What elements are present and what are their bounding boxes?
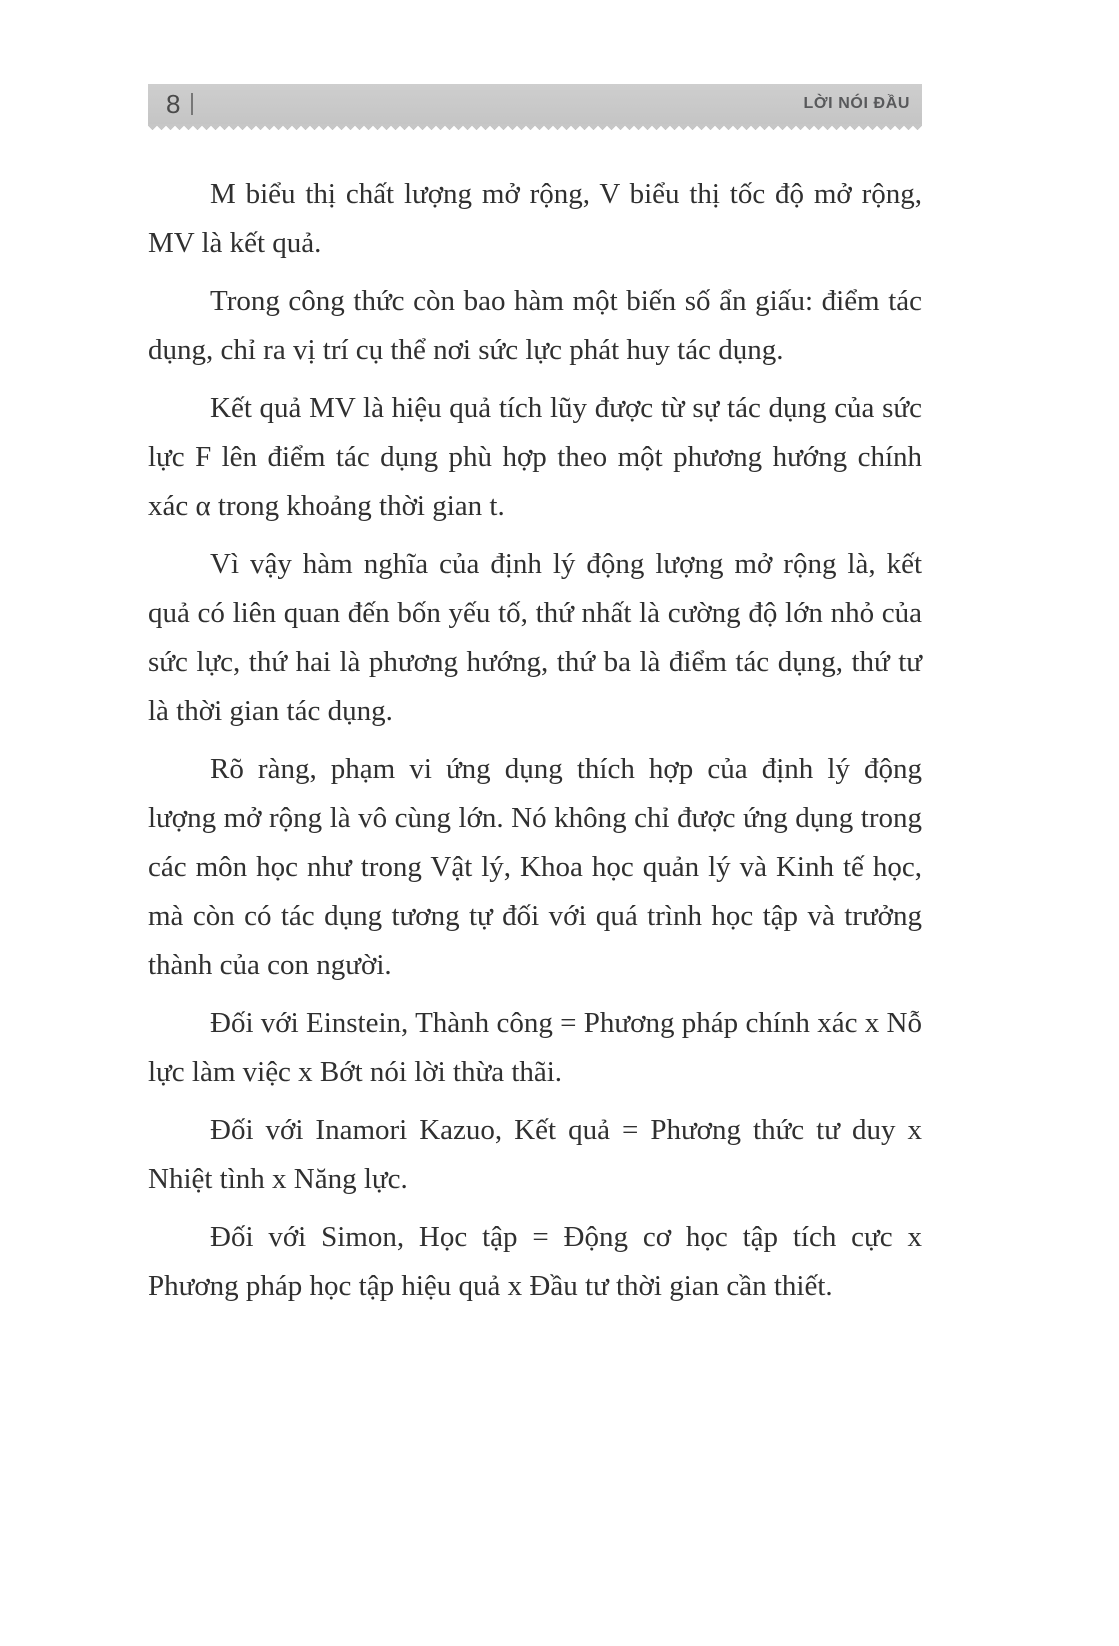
page-body-text xyxy=(148,170,922,1320)
running-header-title: LỜI NÓI ĐẦU xyxy=(803,95,910,112)
page-header-bar xyxy=(148,84,922,124)
paragraph: Kết quả MV là hiệu quả tích lũy được từ sự tác dụng của sức lực F lên điểm tác dụng phù hợp theo một phương hướng chính xác α trong khoảng thời gian t. xyxy=(148,392,922,522)
page-number xyxy=(166,89,193,120)
paragraph: Đối với Einstein, Thành công = Phương pháp chính xác x Nỗ lực làm việc x Bớt nói lời thừa thãi. xyxy=(148,1007,922,1088)
page-number-value: 8 xyxy=(166,88,181,119)
page-number-divider xyxy=(191,93,193,115)
paragraph: Vì vậy hàm nghĩa của định lý động lượng mở rộng là, kết quả có liên quan đến bốn yếu tố, thứ nhất là cường độ lớn nhỏ của sức lực, thứ hai là phương hướng, thứ ba là điểm tác dụng, thứ tư là thời gian tác dụng. xyxy=(148,548,922,727)
paragraph: Đối với Inamori Kazuo, Kết quả = Phương thức tư duy x Nhiệt tình x Năng lực. xyxy=(148,1114,922,1195)
paragraph: Đối với Simon, Học tập = Động cơ học tập tích cực x Phương pháp học tập hiệu quả x Đầu tư thời gian cần thiết. xyxy=(148,1221,922,1302)
paragraph: Rõ ràng, phạm vi ứng dụng thích hợp của định lý động lượng mở rộng là vô cùng lớn. Nó không chỉ được ứng dụng trong các môn học như trong Vật lý, Khoa học quản lý và Kinh tế học, mà còn có tác dụng tương tự đối với quá trình học tập và trưởng thành của con người. xyxy=(148,753,922,981)
paragraph: Trong công thức còn bao hàm một biến số ẩn giấu: điểm tác dụng, chỉ ra vị trí cụ thể nơi sức lực phát huy tác dụng. xyxy=(148,285,922,366)
paragraph: M biểu thị chất lượng mở rộng, V biểu thị tốc độ mở rộng, MV là kết quả. xyxy=(148,178,922,259)
